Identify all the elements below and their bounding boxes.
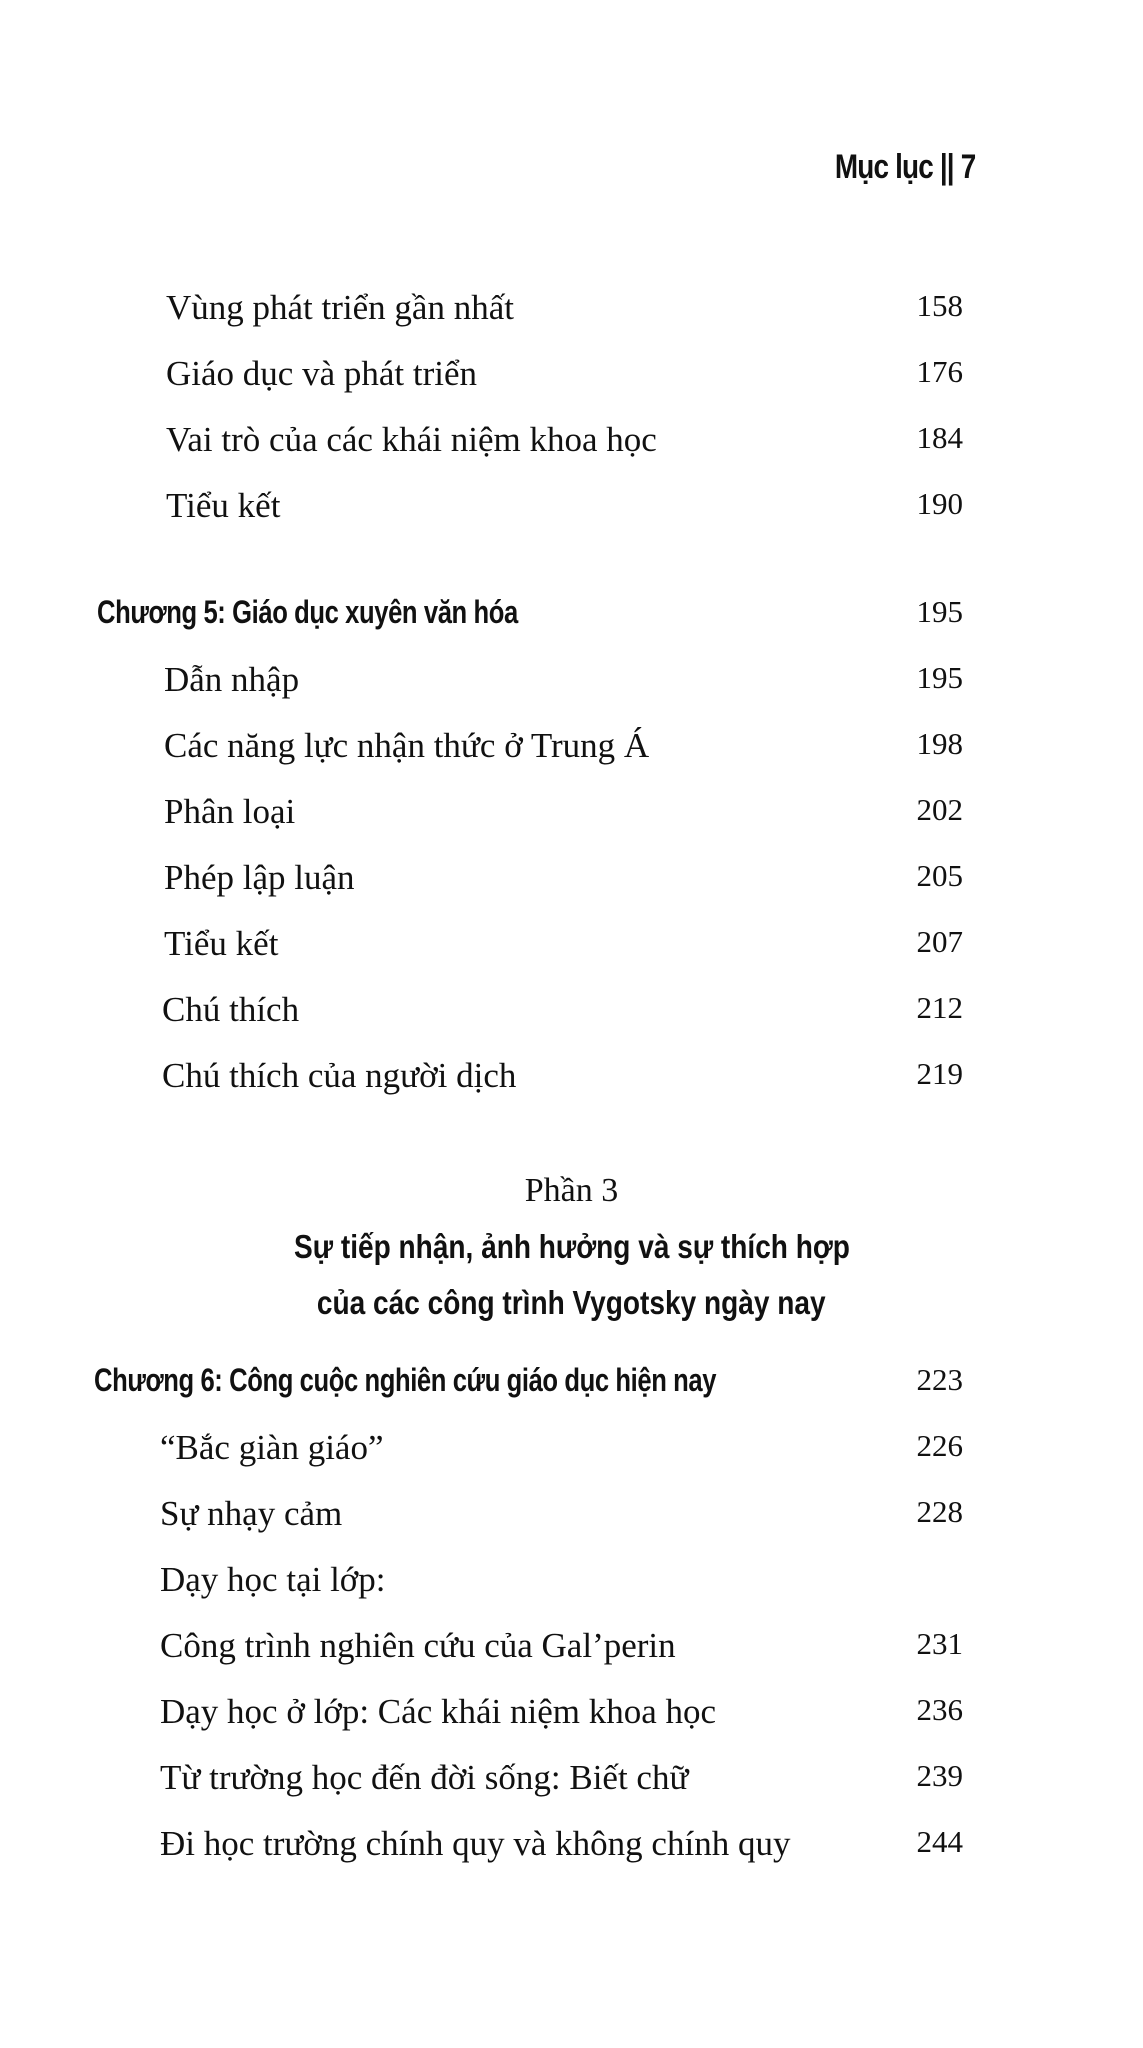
entry-title: Dẫn nhập [164, 660, 300, 699]
entry-title: Sự nhạy cảm [160, 1494, 343, 1533]
entry-title: Phân loại [164, 792, 296, 831]
entry-title: Vai trò của các khái niệm khoa học [166, 420, 657, 459]
entry-page: 198 [916, 726, 963, 761]
entry-page: 228 [916, 1494, 963, 1529]
entry-title: Dạy học ở lớp: Các khái niệm khoa học [160, 1692, 717, 1731]
toc-entry [0, 726, 1143, 776]
entry-page: 244 [916, 1824, 963, 1859]
toc-entry [0, 1428, 1143, 1478]
entry-title: “Bắc giàn giáo” [160, 1428, 384, 1467]
chapter-page: 223 [916, 1362, 963, 1397]
toc-entry [0, 1560, 1143, 1610]
entry-page: 184 [916, 420, 963, 455]
entry-page: 231 [916, 1626, 963, 1661]
part-title-text: của các công trình Vygotsky ngày nay [317, 1284, 826, 1321]
entry-page: 226 [916, 1428, 963, 1463]
chapter-heading [0, 1362, 1143, 1412]
toc-entry [0, 1494, 1143, 1544]
toc-entry [0, 858, 1143, 908]
chapter-title: Chương 5: Giáo dục xuyên văn hóa [97, 594, 518, 630]
toc-entry [0, 1824, 1143, 1874]
toc-entry [0, 1626, 1143, 1676]
part-label: Phần 3 [524, 1172, 619, 1209]
entry-title: Từ trường học đến đời sống: Biết chữ [160, 1758, 689, 1797]
entry-title: Phép lập luận [164, 858, 355, 897]
entry-page: 190 [916, 486, 963, 521]
entry-title: Các năng lực nhận thức ở Trung Á [164, 726, 650, 765]
entry-page: 219 [916, 1056, 963, 1091]
toc-entry [0, 1056, 1143, 1106]
entry-page: 239 [916, 1758, 963, 1793]
toc-entry [0, 420, 1143, 470]
part-title-line-1 [0, 1228, 1143, 1266]
toc-entry [0, 1692, 1143, 1742]
entry-page: 176 [916, 354, 963, 389]
page-header: Mục lục || 7 [834, 148, 975, 186]
entry-page: 195 [916, 660, 963, 695]
toc-entry [0, 486, 1143, 536]
entry-title: Tiểu kết [164, 924, 279, 963]
entry-title: Tiểu kết [166, 486, 281, 525]
entry-title: Giáo dục và phát triển [166, 354, 478, 393]
entry-page: 158 [916, 288, 963, 323]
chapter-page: 195 [916, 594, 963, 629]
entry-title: Đi học trường chính quy và không chính quy [160, 1824, 791, 1863]
entry-page: 207 [916, 924, 963, 959]
part-title-text: Sự tiếp nhận, ảnh hưởng và sự thích hợp [293, 1228, 850, 1265]
chapter-title: Chương 6: Công cuộc nghiên cứu giáo dục hiện nay [94, 1362, 717, 1398]
entry-page: 212 [916, 990, 963, 1025]
entry-title: Vùng phát triển gần nhất [166, 288, 514, 327]
entry-page: 236 [916, 1692, 963, 1727]
entry-title: Dạy học tại lớp: [160, 1560, 386, 1599]
toc-entry [0, 1758, 1143, 1808]
toc-entry [0, 990, 1143, 1040]
toc-entry [0, 792, 1143, 842]
toc-entry [0, 924, 1143, 974]
toc-entry [0, 354, 1143, 404]
entry-title: Chú thích của người dịch [162, 1056, 517, 1095]
chapter-heading [0, 594, 1143, 644]
toc-entry [0, 660, 1143, 710]
entry-title: Công trình nghiên cứu của Gal’perin [160, 1626, 676, 1665]
entry-title: Chú thích [162, 990, 300, 1029]
toc-entry [0, 288, 1143, 338]
entry-page: 202 [916, 792, 963, 827]
entry-page: 205 [916, 858, 963, 893]
part-title-line-2 [0, 1284, 1143, 1322]
